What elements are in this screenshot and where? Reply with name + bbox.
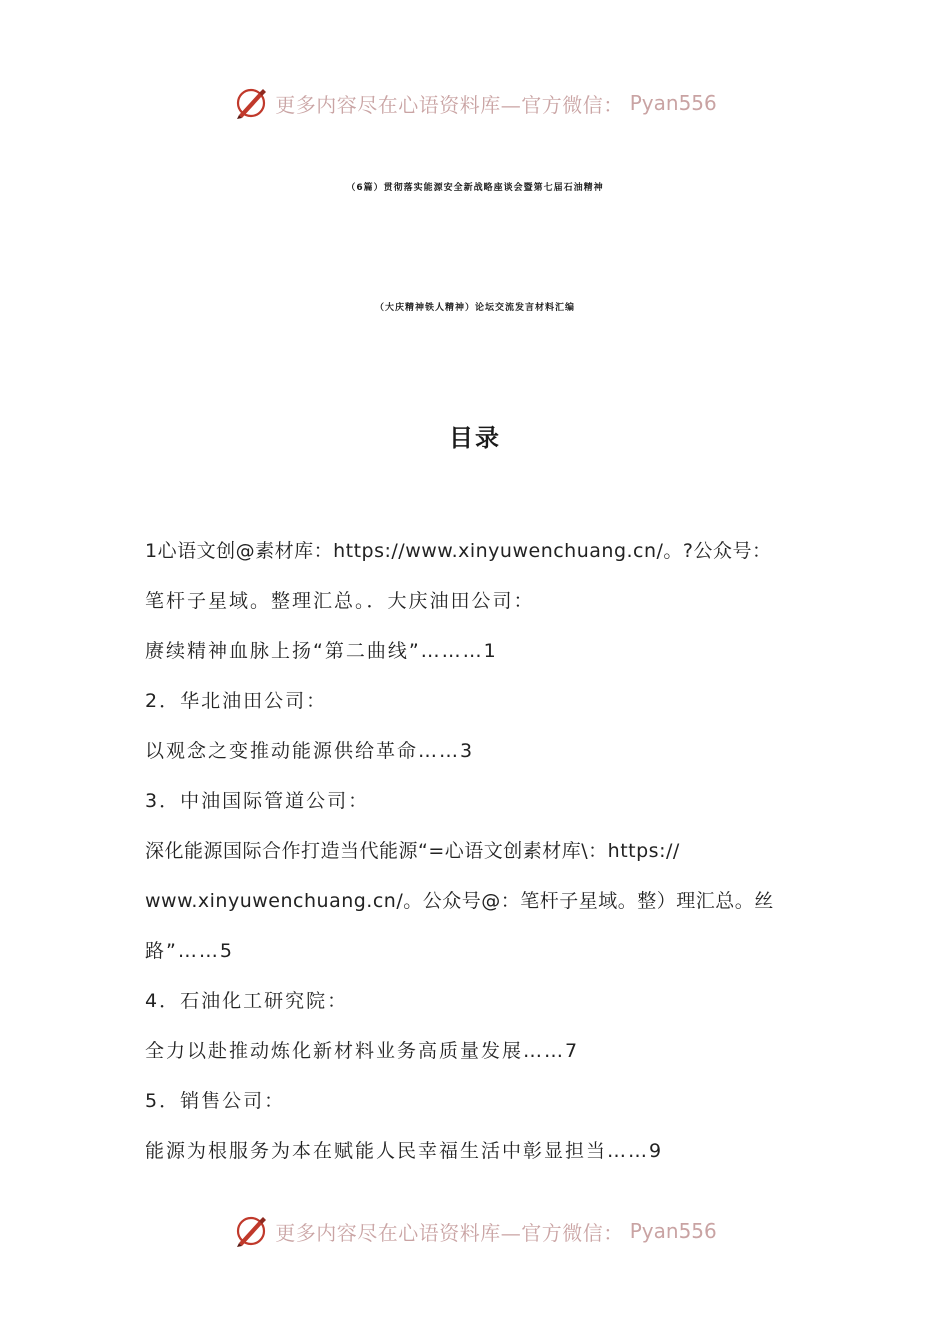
toc-line: 路”……5 [145, 940, 234, 962]
toc-line: 赓续精神血脉上扬“第二曲线”………1 [145, 640, 498, 662]
toc-line: www.xinyuwenchuang.cn/。公众号@：笔杆子星域。整）理汇总。丝 [145, 890, 774, 912]
header-banner [0, 83, 950, 123]
banner-text: 更多内容尽在心语资料库—官方微信： [275, 92, 624, 117]
toc-line: 2．华北油田公司： [145, 690, 328, 712]
pen-logo-icon [233, 1213, 269, 1249]
footer-banner [0, 1211, 950, 1251]
wechat-id: Pyan556 [629, 1219, 717, 1243]
document-title-line-2: （大庆精神铁人精神）论坛交流发言材料汇编 [374, 303, 575, 313]
toc-line: 笔杆子星域。整理汇总。．大庆油田公司： [145, 590, 535, 612]
toc-line: 全力以赴推动炼化新材料业务高质量发展……7 [145, 1040, 580, 1062]
toc-line: 5．销售公司： [145, 1090, 286, 1112]
toc-line: 能源为根服务为本在赋能人民幸福生活中彰显担当……9 [145, 1140, 664, 1162]
banner-text: 更多内容尽在心语资料库—官方微信： [275, 1220, 624, 1245]
wechat-id: Pyan556 [629, 91, 717, 115]
toc-line: 1心语文创@素材库：https://www.xinyuwenchuang.cn/。?公众号： [145, 540, 772, 562]
toc-line: 以观念之变推动能源供给革命……3 [145, 740, 475, 762]
table-of-contents [145, 536, 810, 1186]
toc-line: 深化能源国际合作打造当代能源“=心语文创素材库\：https:// [145, 840, 680, 862]
toc-line: 3．中油国际管道公司： [145, 790, 370, 812]
pen-logo-icon [233, 85, 269, 121]
toc-heading: 目录 [449, 424, 501, 452]
toc-line: 4．石油化工研究院： [145, 990, 349, 1012]
document-title-line-1: （6篇）贯彻落实能源安全新战略座谈会暨第七届石油精神 [346, 183, 604, 193]
